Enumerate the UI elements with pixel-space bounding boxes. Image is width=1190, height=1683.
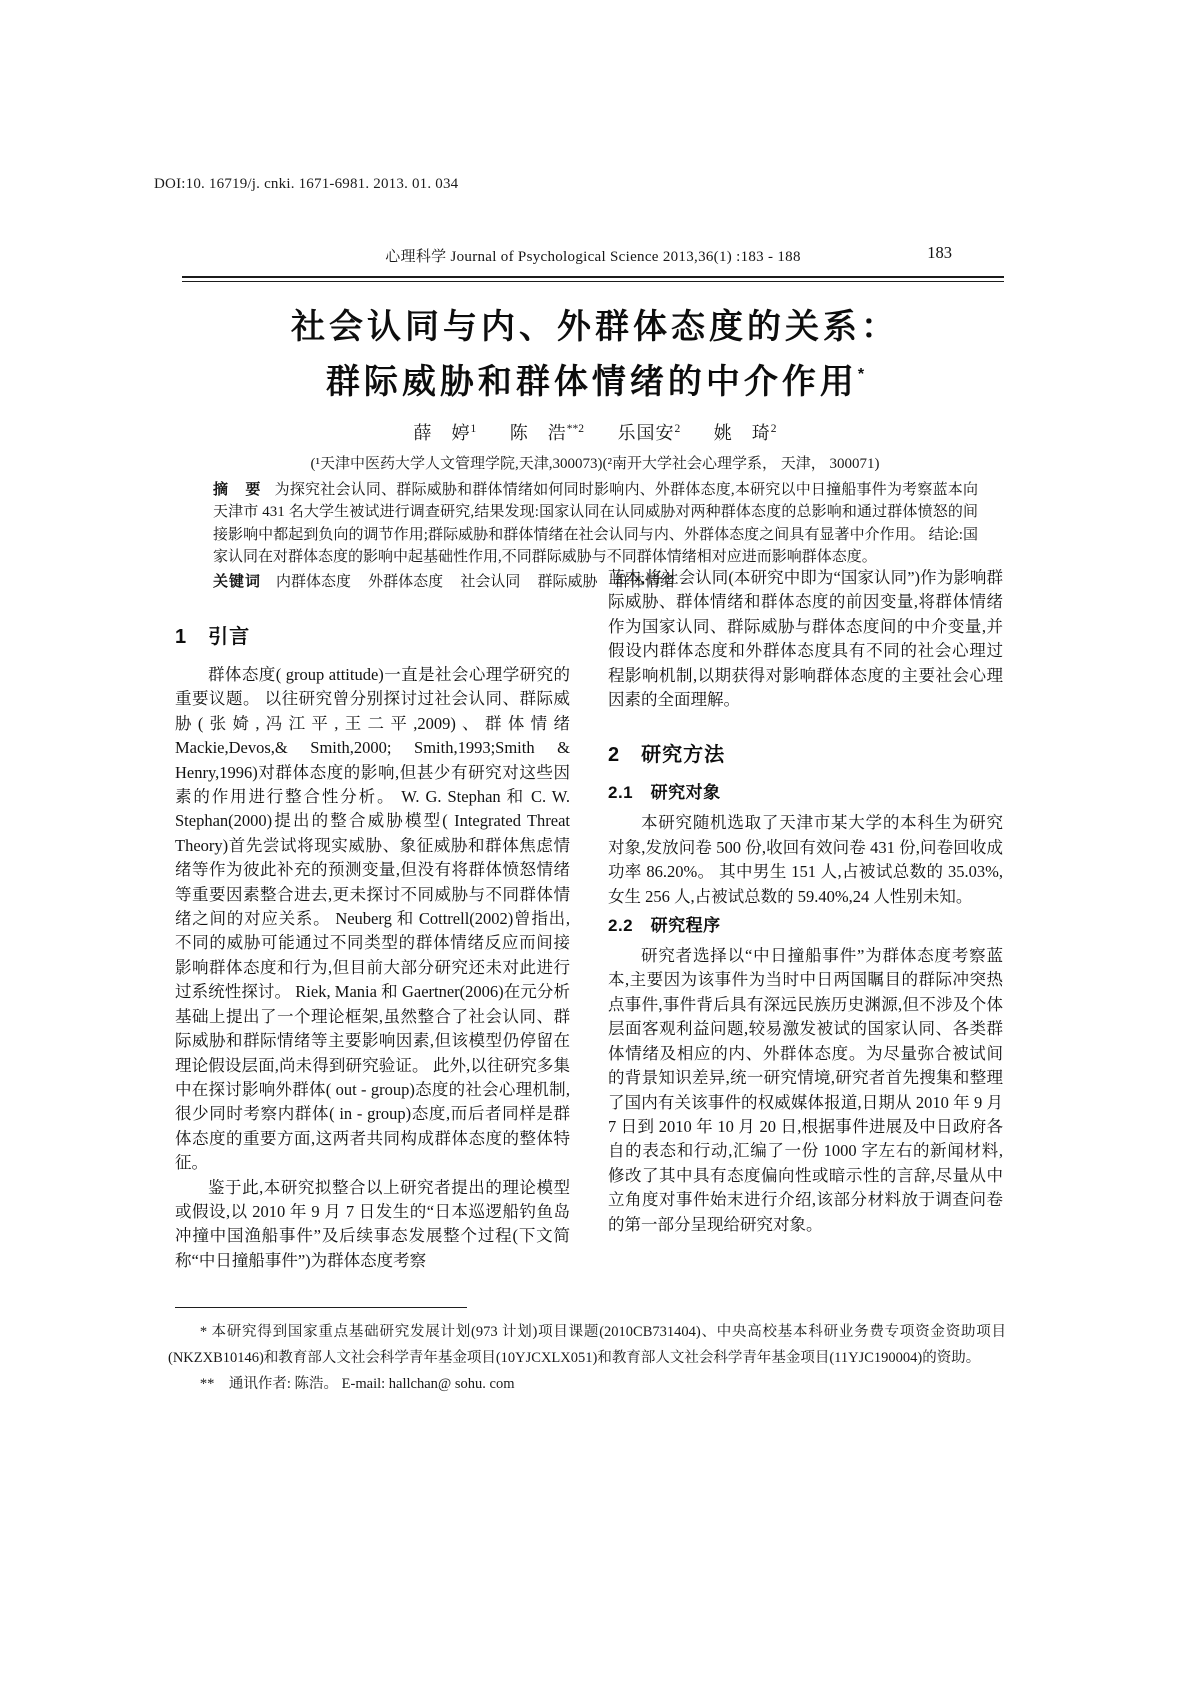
subsection-heading-2-2: 2.2 研究程序 (608, 916, 721, 936)
section-heading-methods: 2 研究方法 (608, 744, 726, 767)
journal-header (182, 245, 1004, 271)
page-number: 183 (927, 243, 952, 262)
abstract-label: 摘 要 (213, 481, 262, 498)
author-superscript: **2 (566, 423, 584, 435)
author: 姚 琦$^2$ (713, 423, 777, 443)
intro-paragraph-2: 鉴于此,本研究拟整合以上研究者提出的理论模型或假设,以 2010 年 9 月 7 日发生的“日本巡逻船钓鱼岛冲撞中国渔船事件”及后续事态发展整个过程(下文简称“中日撞船事件”)为群体态度考察 (175, 1177, 570, 1270)
authors-row (0, 419, 1190, 445)
right-column (608, 566, 1003, 1273)
intro-paragraph-1: 群体态度( group attitude)一直是社会心理学研究的重要议题。 以往研究曾分别探讨过社会认同、群际威胁(张婍,冯江平,王二平,2009)、群体情绪 Mackie,Devos,& Smith,2000; Smith,1993;Smith & Henry,1996)对群体态度的影响,但甚少有研究对这些因素的作用进行整合性分析。 W. G. Stephan 和 C. W. Stephan(2000)提出的整合威胁模型( Integrated Threat Theory)首先尝试将现实威胁、象征威胁和群体焦虑情绪等作为彼此补充的预测变量,但没有将群体愤怒情绪等重要因素整合进去,更未探讨不同威胁与不同群体情绪之间的对应关系。 Neuberg 和 Cottrell(2002)曾指出,不同的威胁可能通过不同类型的群体情绪反应而间接影响群体态度和行为,但目前大部分研究还未对此进行过系统性探讨。 Riek, Mania 和 Gaertner(2006)在元分析基础上提出了一个理论框架,虽然整合了社会认同、群际威胁和群际情绪等主要影响因素,但该模型仍停留在理论假设层面,尚未得到研究验证。 此外,以往研究多集中在探讨影响外群体( out - group)态度的社会心理机制,很少同时考察内群体( in - group)态度,而后者同样是群体态度的重要方面,这两者共同构成群体态度的整体特征。 (175, 665, 570, 1173)
footnote-funding: * 本研究得到国家重点基础研究发展计划(973 计划)项目课题(2010CB731404)、中央高校基本科研业务费专项资金资助项目(NKZXB10146)和教育部人文社会科学青年基金项目(10YJCXLX051)和教育部人文社会科学青年基金项目(11YJC190004)的资助。 (168, 1324, 1006, 1366)
continuation-paragraph: 蓝本,将社会认同(本研究中即为“国家认同”)作为影响群际威胁、群体情绪和群体态度的前因变量,将群体情绪作为国家认同、群际威胁与群体态度间的中介变量,并假设内群体态度和外群体态度具有不同的社会心理过程影响机制,以期获得对影响群体态度的主要社会心理因素的全面理解。 (608, 568, 1003, 710)
author-superscript: 2 (770, 423, 777, 435)
keywords-text: 内群体态度 外群体态度 社会认同 群际威胁 群体情绪 (276, 573, 675, 591)
body-columns (175, 566, 1003, 1273)
footnote-correspondence: ** 通讯作者: 陈浩。 E-mail: hallchan@ sohu. com (199, 1375, 515, 1392)
header-rule (182, 276, 1004, 282)
abstract-text: 为探究社会认同、群际威胁和群体情绪如何同时影响内、外群体态度,本研究以中日撞船事件为考察蓝本向天津市 431 名大学生被试进行调查研究,结果发现:国家认同在认同威胁对两种群体态度的总影响和通过群体愤怒的间接影响中都起到负向的调节作用;群际威胁和群体情绪在社会认同与内、外群体态度之间具有显著中介作用。 结论:国家认同在对群体态度的影响中起基础性作用,不同群际威胁与不同群体情绪相对应进而影响群体态度。 (213, 482, 978, 565)
author: 陈 浩$^{**2}$ (509, 423, 584, 443)
affiliation-line: (¹天津中医药大学人文管理学院,天津,300073)(²南开大学社会心理学系， 天津， 300071) (310, 456, 880, 472)
left-column (175, 566, 570, 1273)
author-superscript: 2 (674, 423, 681, 435)
section-heading-introduction: 1 引言 (175, 626, 251, 648)
author: 乐国安$^2$ (617, 423, 681, 443)
journal-header-text: 心理科学 Journal of Psychological Science 2013,36(1) :183 - 188 (385, 249, 801, 265)
paper-title-line1: 社会认同与内、外群体态度的关系： (291, 308, 899, 346)
footnotes-block (168, 1320, 1006, 1397)
footnote-divider (175, 1307, 467, 1308)
paper-title (0, 303, 1190, 406)
subsection-heading-2-1: 2.1 研究对象 (608, 783, 721, 803)
title-footnote-marker: * (857, 366, 865, 383)
procedure-paragraph: 研究者选择以“中日撞船事件”为群体态度考察蓝本,主要因为该事件为当时中日两国瞩目的群际冲突热点事件,事件背后具有深远民族历史渊源,但不涉及个体层面客观利益问题,较易激发被试的国家认同、各类群体情绪及相应的内、外群体态度。为尽量弥合被试间的背景知识差异,统一研究情境,研究者首先搜集和整理了国内有关该事件的权威媒体报道,日期从 2010 年 9 月 7 日到 2010 年 10 月 20 日,根据事件进展及中日政府各自的表态和行动,汇编了一份 1000 字左右的新闻材料,修改了其中具有态度偏向性或暗示性的言辞,尽量从中立角度对事件始末进行介绍,该部分材料放于调查问卷的第一部分呈现给研究对象。 (608, 946, 1004, 1234)
keywords-label: 关键词 (213, 573, 262, 591)
author-superscript: 1 (470, 423, 477, 435)
participants-paragraph: 本研究随机选取了天津市某大学的本科生为研究对象,发放问卷 500 份,收回有效问卷 431 份,问卷回收成功率 86.20%。 其中男生 151 人,占被试总数的 35.03%,女生 256 人,占被试总数的 59.40%,24 人性别未知。 (608, 813, 1003, 906)
abstract-paragraph (213, 479, 978, 568)
author: 薛 婷$^1$ (413, 423, 477, 443)
paper-title-line2: 群际威胁和群体情绪的中介作用* (325, 363, 865, 401)
doi-line: DOI:10. 16719/j. cnki. 1671-6981. 2013. 01. 034 (154, 176, 459, 192)
